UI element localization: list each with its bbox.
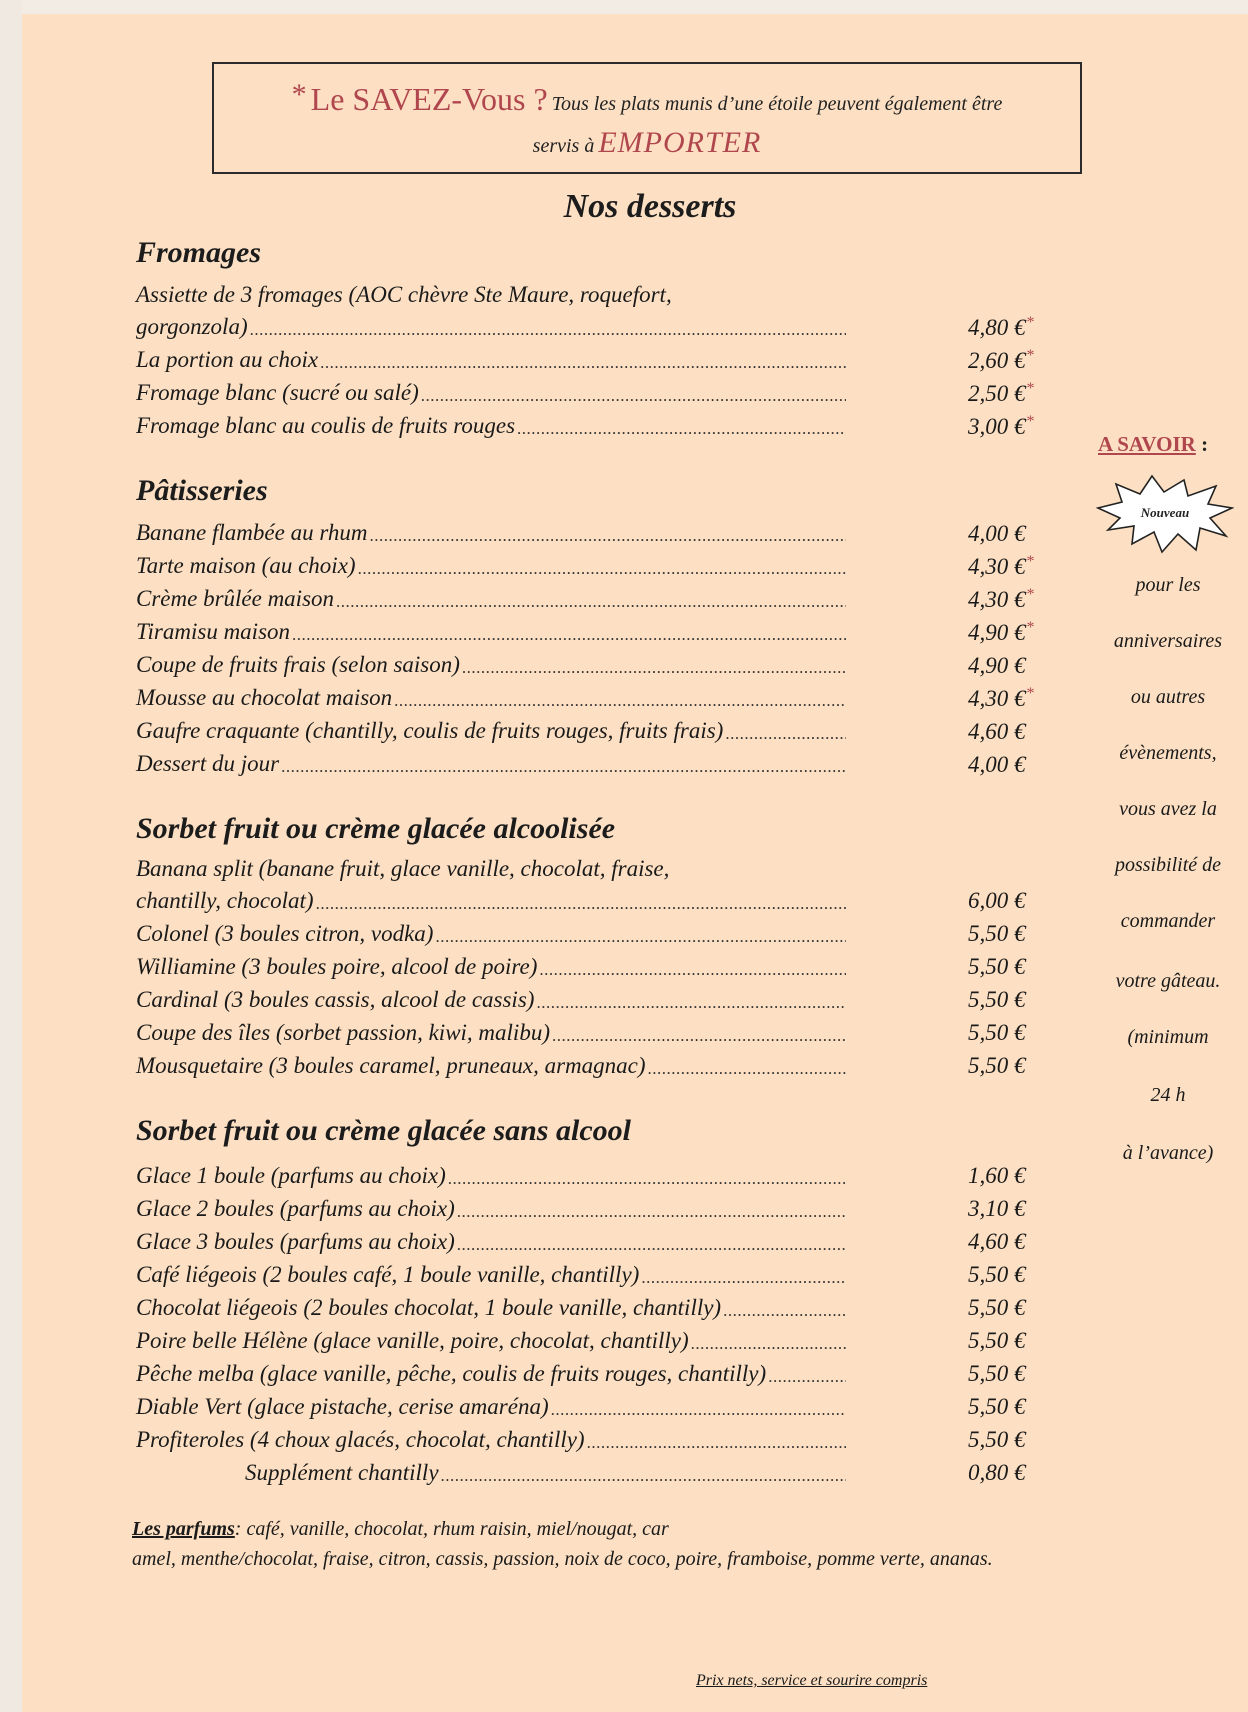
notice-emphasis: EMPORTER xyxy=(598,126,762,159)
leader-dots xyxy=(336,592,846,612)
item-price xyxy=(968,1394,1048,1420)
menu-item xyxy=(136,646,846,678)
item-name: Supplément chantilly xyxy=(245,1460,439,1485)
menu-item xyxy=(245,1454,846,1486)
item-name: Café liégeois (2 boules café, 1 boule vanille, chantilly) xyxy=(136,1262,640,1287)
section-title-sans-alcool: Sorbet fruit ou crème glacée sans alcool xyxy=(136,1114,631,1147)
item-name: Glace 1 boule (parfums au choix) xyxy=(136,1163,446,1188)
item-price xyxy=(968,1196,1048,1222)
new-badge-label: Nouveau xyxy=(1140,505,1190,520)
item-price xyxy=(968,1229,1048,1255)
item-price xyxy=(968,1163,1048,1189)
menu-item xyxy=(136,981,846,1013)
item-price-value: 4,30 € xyxy=(968,686,1026,711)
takeaway-star: * xyxy=(1026,553,1035,570)
leader-dots xyxy=(292,625,846,645)
sidebar-line: évènements, xyxy=(1119,742,1217,764)
item-name: Chocolat liégeois (2 boules chocolat, 1 boule vanille, chantilly) xyxy=(136,1295,722,1320)
leader-dots xyxy=(587,1433,846,1453)
item-price-value: 5,50 € xyxy=(968,921,1026,946)
section-title-fromages: Fromages xyxy=(136,236,262,269)
item-price xyxy=(968,347,1048,374)
takeaway-star: * xyxy=(1026,413,1035,430)
item-name: Crème brûlée maison xyxy=(136,586,335,611)
menu-item xyxy=(136,580,846,612)
menu-item xyxy=(136,679,846,711)
notice-star: * xyxy=(291,78,307,111)
leader-dots xyxy=(648,1059,846,1079)
item-price xyxy=(968,1262,1048,1288)
leader-dots xyxy=(641,1268,846,1288)
leader-dots xyxy=(421,386,846,406)
sidebar-line: ou autres xyxy=(1130,686,1206,708)
menu-item xyxy=(136,1223,846,1255)
item-price xyxy=(968,1427,1048,1453)
takeaway-star: * xyxy=(1026,619,1035,636)
leader-dots xyxy=(441,1466,846,1486)
menu-item xyxy=(136,1322,846,1354)
item-lead-line: Banana split (banane fruit, glace vanille, chocolat, fraise, xyxy=(136,856,670,881)
item-name: Gaufre craquante (chantilly, coulis de fruits rouges, fruits frais) xyxy=(136,718,724,743)
leader-dots xyxy=(552,1026,846,1046)
leader-dots xyxy=(448,1169,846,1189)
parfums-line-2: amel, menthe/chocolat, fraise, citron, cassis, passion, noix de coco, poire, framboise, pomme verte, ananas. xyxy=(132,1548,993,1570)
menu-item xyxy=(136,1157,846,1189)
item-price-value: 3,10 € xyxy=(968,1196,1026,1221)
item-price xyxy=(968,1295,1048,1321)
item-price-value: 5,50 € xyxy=(968,1394,1026,1419)
item-price-value: 4,30 € xyxy=(968,554,1026,579)
item-price-value: 5,50 € xyxy=(968,987,1026,1012)
item-price-value: 5,50 € xyxy=(968,1053,1026,1078)
item-name: Dessert du jour xyxy=(136,751,280,776)
section-title-alcool: Sorbet fruit ou crème glacée alcoolisée xyxy=(136,812,616,845)
sidebar-heading xyxy=(1098,432,1208,457)
menu-item xyxy=(136,341,846,373)
notice-text-2: servis à xyxy=(532,135,595,157)
item-price-value: 5,50 € xyxy=(968,1328,1026,1353)
item-price xyxy=(968,652,1048,679)
item-name: Tarte maison (au choix) xyxy=(136,553,356,578)
item-price xyxy=(968,413,1048,440)
sidebar-line: pour les xyxy=(1135,574,1201,596)
sidebar-heading-colon: : xyxy=(1201,432,1209,456)
item-price xyxy=(968,314,1048,341)
takeaway-star: * xyxy=(1026,380,1035,397)
item-price-value: 5,50 € xyxy=(968,1427,1026,1452)
item-name: Profiteroles (4 choux glacés, chocolat, chantilly) xyxy=(136,1427,585,1452)
item-name: Colonel (3 boules citron, vodka) xyxy=(136,921,434,946)
menu-item xyxy=(136,1190,846,1222)
takeaway-star: * xyxy=(1026,347,1035,364)
leader-dots xyxy=(358,559,846,579)
leader-dots xyxy=(536,993,846,1013)
item-price xyxy=(968,718,1048,745)
item-price-value: 4,90 € xyxy=(968,620,1026,645)
leader-dots xyxy=(539,960,846,980)
sidebar-line: votre gâteau. xyxy=(1115,970,1221,992)
menu-item xyxy=(136,547,846,579)
item-price-value: 5,50 € xyxy=(968,1295,1026,1320)
item-price-value: 4,80 € xyxy=(968,315,1026,340)
item-name: Pêche melba (glace vanille, pêche, coulis de fruits rouges, chantilly) xyxy=(136,1361,767,1386)
leader-dots xyxy=(316,894,846,914)
item-lead-line: Assiette de 3 fromages (AOC chèvre Ste Maure, roquefort, xyxy=(136,282,672,307)
item-price-value: 5,50 € xyxy=(968,1361,1026,1386)
leader-dots xyxy=(435,927,846,947)
item-name: Fromage blanc au coulis de fruits rouges xyxy=(136,413,516,438)
leader-dots xyxy=(250,320,846,340)
item-name: Coupe des îles (sorbet passion, kiwi, malibu) xyxy=(136,1020,550,1045)
item-name: Diable Vert (glace pistache, cerise amaréna) xyxy=(136,1394,549,1419)
item-price xyxy=(968,380,1048,407)
item-name: Glace 2 boules (parfums au choix) xyxy=(136,1196,455,1221)
leader-dots xyxy=(517,419,846,439)
leader-dots xyxy=(723,1301,846,1321)
item-price-value: 1,60 € xyxy=(968,1163,1026,1188)
notice-line-1 xyxy=(214,78,1080,118)
item-price-value: 2,60 € xyxy=(968,348,1026,373)
item-price-value: 2,50 € xyxy=(968,381,1026,406)
menu-item xyxy=(136,948,846,980)
section-title-patisseries: Pâtisseries xyxy=(136,474,268,507)
leader-dots xyxy=(725,724,846,744)
menu-item xyxy=(136,915,846,947)
item-name: Coupe de fruits frais (selon saison) xyxy=(136,652,460,677)
item-price-value: 4,60 € xyxy=(968,719,1026,744)
notice-line-2 xyxy=(214,126,1080,160)
menu-item xyxy=(136,1355,846,1387)
menu-item xyxy=(136,1014,846,1046)
sidebar-line: à l’avance) xyxy=(1122,1142,1214,1164)
item-name: Fromage blanc (sucré ou salé) xyxy=(136,380,419,405)
item-name: Glace 3 boules (parfums au choix) xyxy=(136,1229,455,1254)
item-price xyxy=(968,888,1048,914)
item-name: La portion au choix xyxy=(136,347,319,372)
item-name: gorgonzola) xyxy=(136,314,248,339)
leader-dots xyxy=(768,1367,846,1387)
page-title: Nos desserts xyxy=(563,188,737,225)
sidebar-line: vous avez la xyxy=(1119,798,1217,820)
sidebar-line: 24 h xyxy=(1150,1084,1186,1106)
item-price-value: 5,50 € xyxy=(968,954,1026,979)
leader-dots xyxy=(691,1334,846,1354)
notice-box xyxy=(212,62,1082,174)
item-price-value: 6,00 € xyxy=(968,888,1026,913)
sidebar-line: possibilité de xyxy=(1114,854,1222,876)
item-name: Poire belle Hélène (glace vanille, poire, chocolat, chantilly) xyxy=(136,1328,689,1353)
item-price xyxy=(968,1328,1048,1354)
item-price xyxy=(968,1020,1048,1046)
sidebar-line: (minimum xyxy=(1127,1026,1209,1048)
menu-item xyxy=(136,613,846,645)
item-price xyxy=(968,1361,1048,1387)
new-badge-burst-icon xyxy=(1096,474,1234,554)
takeaway-star: * xyxy=(1026,314,1035,331)
sidebar-heading-text: A SAVOIR xyxy=(1098,432,1196,456)
item-price-value: 3,00 € xyxy=(968,414,1026,439)
item-name: Mousquetaire (3 boules caramel, pruneaux, armagnac) xyxy=(136,1053,646,1078)
leader-dots xyxy=(457,1235,846,1255)
menu-item xyxy=(136,1289,846,1321)
menu-item xyxy=(136,308,846,340)
item-price-value: 4,00 € xyxy=(968,752,1026,777)
menu-item xyxy=(136,407,846,439)
item-name: chantilly, chocolat) xyxy=(136,888,314,913)
menu-item xyxy=(136,745,846,777)
item-price xyxy=(968,685,1048,712)
leader-dots xyxy=(457,1202,846,1222)
item-price xyxy=(968,921,1048,947)
parfums-note xyxy=(132,1514,1092,1574)
item-name: Tiramisu maison xyxy=(136,619,291,644)
item-price-value: 5,50 € xyxy=(968,1020,1026,1045)
takeaway-star: * xyxy=(1026,685,1035,702)
parfums-label: Les parfums xyxy=(132,1518,235,1540)
item-name: Cardinal (3 boules cassis, alcool de cassis) xyxy=(136,987,535,1012)
parfums-line-1 xyxy=(132,1514,1092,1544)
scan-edge xyxy=(0,0,22,1712)
item-price-value: 5,50 € xyxy=(968,1262,1026,1287)
item-price xyxy=(968,619,1048,646)
item-price-value: 4,60 € xyxy=(968,1229,1026,1254)
leader-dots xyxy=(394,691,846,711)
item-price-value: 4,90 € xyxy=(968,653,1026,678)
item-price-value: 4,30 € xyxy=(968,587,1026,612)
menu-item xyxy=(136,374,846,406)
item-price-value: 0,80 € xyxy=(968,1460,1026,1485)
item-price xyxy=(968,1460,1048,1486)
item-price xyxy=(968,751,1048,778)
leader-dots xyxy=(320,353,846,373)
item-name: Mousse au chocolat maison xyxy=(136,685,393,710)
item-name: Banane flambée au rhum xyxy=(136,520,368,545)
item-price-value: 4,00 € xyxy=(968,521,1026,546)
leader-dots xyxy=(462,658,846,678)
item-price xyxy=(968,586,1048,613)
menu-item xyxy=(136,712,846,744)
item-price xyxy=(968,520,1048,547)
item-price xyxy=(968,987,1048,1013)
menu-item xyxy=(136,1256,846,1288)
sidebar-line: commander xyxy=(1120,910,1216,932)
notice-text-1: Tous les plats munis d’une étoile peuvent également être xyxy=(551,93,1003,115)
menu-item xyxy=(136,1047,846,1079)
item-price xyxy=(968,1053,1048,1079)
parfums-text-1: : café, vanille, chocolat, rhum raisin, miel/nougat, car xyxy=(234,1518,669,1540)
item-price xyxy=(968,954,1048,980)
menu-item xyxy=(136,1421,846,1453)
takeaway-star: * xyxy=(1026,586,1035,603)
sidebar-line: anniversaires xyxy=(1113,630,1223,652)
menu-item xyxy=(136,1388,846,1420)
leader-dots xyxy=(551,1400,846,1420)
menu-item xyxy=(136,514,846,546)
notice-heading: Le SAVEZ-Vous ? xyxy=(310,81,548,117)
item-name: Williamine (3 boules poire, alcool de poire) xyxy=(136,954,538,979)
leader-dots xyxy=(369,526,846,546)
footer-note: Prix nets, service et sourire compris xyxy=(696,1672,928,1689)
item-price xyxy=(968,553,1048,580)
menu-item xyxy=(136,882,846,914)
leader-dots xyxy=(281,757,846,777)
